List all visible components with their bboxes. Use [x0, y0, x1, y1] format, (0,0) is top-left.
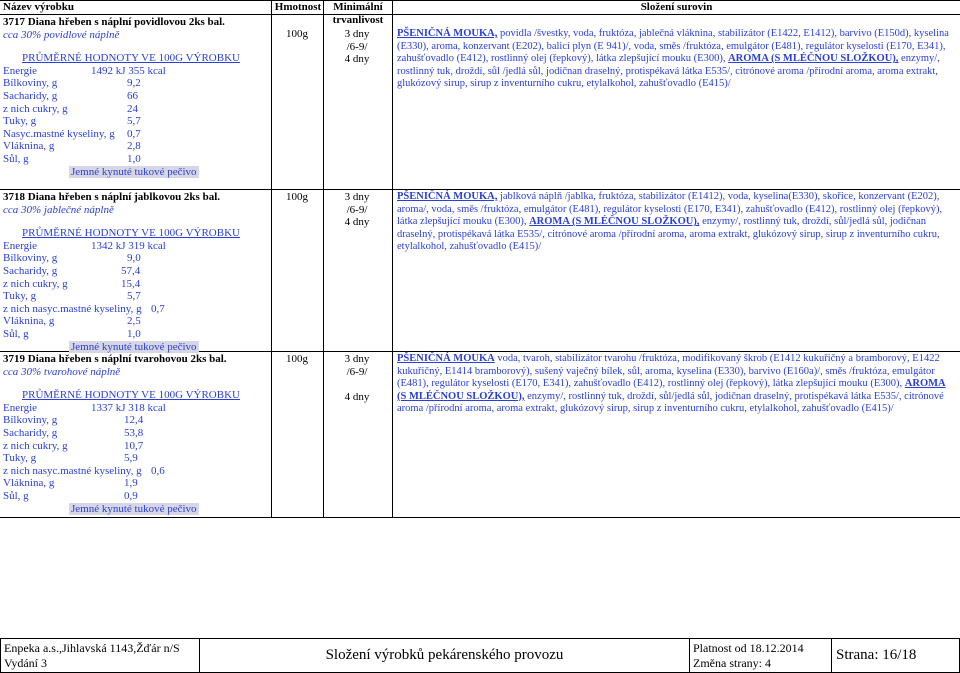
nutrition-row: Energie 1342 kJ 319 kcal — [3, 239, 166, 252]
nutrition-row: Tuky, g 5,7 — [3, 290, 141, 303]
nutrition-row: Bílkoviny, g 12,4 — [3, 414, 144, 427]
nutrition-row: Sůl, g 1,0 — [3, 152, 141, 165]
average-values-title: PRŮMĚRNÉ HODNOTY VE 100G VÝROBKU — [22, 227, 240, 240]
row-divider — [0, 189, 960, 190]
ingredients-text: PŠENIČNÁ MOUKA, povidla /švestky, voda, fruktóza, jablečná vláknina, stabilizátor (E1422, E1412), barvivo (E150d), kyselina (E330), aroma, konzervant (E202), balicí plyn (E 941)/, voda, směs /fruktóza, emulgátor (E481), regulátor kyselosti (E170, E341), zahušťovadlo (E412), rostlinný olej (řepkový), látka zlepšující mouku (E300), AROMA (S MLÉČNOU SLOŽKOU), enzymy/, rostlinný tuk, droždí, sůl /jedlá sůl, jodičnan draselný, protispékavá látka E535/, citrónové aroma /přírodní aroma, aroma extrakt, glukózový sirup, sirup z inventurního cukru, etylalkohol, zahušťovadlo (E415)/ — [397, 28, 949, 90]
product-name: 3719 Diana hřeben s náplní tvarohovou 2ks bal. — [3, 353, 227, 365]
nutrition-row: z nich nasyc.mastné kyseliny, g 0,6 — [3, 464, 165, 477]
table-bottom-border — [0, 517, 960, 518]
nutrition-row: Vláknina, g 2,8 — [3, 140, 141, 153]
footer-document-title: Složení výrobků pekárenského provozu — [325, 647, 564, 663]
product-info — [3, 191, 271, 353]
product-name: 3718 Diana hřeben s náplní jablkovou 2ks bal. — [3, 191, 221, 203]
shelf-life: 3 dny /6-9/ 4 dny — [344, 28, 370, 66]
nutrition-row: Vláknina, g 1,9 — [3, 477, 138, 490]
filling-note: cca 30% jablečné náplně — [3, 203, 114, 216]
shelf-life: 3 dny /6-9/ 4 dny — [344, 353, 370, 403]
nutrition-row: Sůl, g 1,0 — [3, 327, 141, 340]
header-weight: Hmotnost — [274, 1, 322, 13]
ingredients-text: PŠENIČNÁ MOUKA voda, tvaroh, stabilizátor tvarohu /fruktóza, modifikovaný škrob (E1412 kukuřičný a bramborový, E1422 kukuřičný, E1414 bramborový), sušený vaječný bílek, sůl, aroma, kyselina (E330), barvivo (E160a)/, směs /fruktóza, emulgátor (E481), regulátor kyselosti (E170, E341), zahušťovadlo (E412), rostlinný olej (řepkový), látka zlepšující mouku (E300), AROMA (S MLÉČNOU SLOŽKOU), enzymy/, rostlinný tuk, droždí, sůl/jedlá sůl, jodičnan draselný, protispékavá látka E535/, citrónové aroma /přírodní aroma, aroma extrakt, glukózový sirup, sirup z inventurního cukru, etylalkohol, zahušťovadlo (E415)/ — [397, 353, 946, 415]
ingredients-text: PŠENIČNÁ MOUKA, jablková náplň /jablka, fruktóza, stabilizátor (E1412), voda, kyselina(E330), skořice, konzervant (E202), aroma/, voda, směs /fruktóza, emulgátor (E481), regulátor kyselosti (E170, E341), zahušťovadlo (E412), rostlinný olej (řepkový), látka zlepšující mouku (E300), AROMA (S MLÉČNOU SLOŽKOU), enzymy/, rostlinný tuk, droždí, sůl/jedlá sůl, jodičnan draselný, protispékavá látka E535/, citrónové aroma /přírodní aroma, aroma extrakt, glukózový sirup, sirup z inventurního cukru, etylalkohol, zahušťovadlo (E415)/ — [397, 191, 943, 253]
nutrition-row: z nich cukry, g 10,7 — [3, 439, 144, 452]
product-weight: 100g — [286, 353, 308, 365]
nutrition-row: Tuky, g 5,9 — [3, 452, 138, 465]
nutrition-row: Tuky, g 5,7 — [3, 115, 141, 128]
nutrition-row: Sacharidy, g 57,4 — [3, 264, 141, 277]
footer-divider — [0, 638, 1, 673]
footer-page-number: Strana: 16/18 — [836, 647, 917, 663]
nutrition-row: Energie 1337 kJ 318 kcal — [3, 401, 166, 414]
footer-edition: Vydání 3 — [4, 656, 47, 670]
product-name: 3717 Diana hřeben s náplní povidlovou 2ks bal. — [3, 16, 225, 28]
filling-note: cca 30% tvarohové náplně — [3, 365, 121, 378]
nutrition-row: z nich cukry, g 15,4 — [3, 277, 141, 290]
footer-divider — [689, 638, 690, 673]
nutrition-row: Nasyc.mastné kyseliny, g 0,7 — [3, 127, 141, 140]
product-category-tag: Jemné kynuté tukové pečivo — [71, 165, 197, 178]
product-category-tag: Jemné kynuté tukové pečivo — [71, 502, 197, 515]
nutrition-row: Bílkoviny, g 9,0 — [3, 252, 141, 265]
footer-divider — [831, 638, 832, 673]
average-values-title: PRŮMĚRNÉ HODNOTY VE 100G VÝROBKU — [22, 389, 240, 402]
product-category-tag: Jemné kynuté tukové pečivo — [71, 340, 197, 353]
footer-company: Enpeka a.s.,Jihlavská 1143,Žďár n/S — [4, 641, 180, 655]
header-product: Název výrobku — [3, 1, 74, 13]
nutrition-row: Vláknina, g 2,5 — [3, 315, 141, 328]
header-bottom-border — [0, 14, 960, 15]
nutrition-row: Sacharidy, g 66 — [3, 89, 138, 102]
product-weight: 100g — [286, 28, 308, 40]
column-divider — [323, 0, 324, 518]
shelf-life: 3 dny /6-9/ 4 dny — [344, 191, 370, 229]
product-info — [3, 353, 271, 515]
filling-note: cca 30% povidlové náplně — [3, 28, 120, 41]
product-weight: 100g — [286, 191, 308, 203]
average-values-title: PRŮMĚRNÉ HODNOTY VE 100G VÝROBKU — [22, 52, 240, 65]
nutrition-row: Energie 1492 kJ 355 kcal — [3, 64, 166, 77]
footer-top-border — [0, 638, 960, 639]
header-shelf-life: Minimální trvanlivost — [332, 1, 384, 26]
footer-valid-from: Platnost od 18.12.2014 — [693, 641, 804, 655]
nutrition-row: z nich cukry, g 24 — [3, 102, 138, 115]
header-ingredients: Složení surovin — [640, 1, 713, 13]
nutrition-row: Bílkoviny, g 9,2 — [3, 77, 141, 90]
nutrition-row: Sacharidy, g 53,8 — [3, 426, 144, 439]
column-divider — [392, 0, 393, 518]
nutrition-row: Sůl, g 0,9 — [3, 489, 138, 502]
footer-page-change: Změna strany: 4 — [693, 656, 771, 670]
product-info — [3, 16, 271, 178]
column-divider — [271, 0, 272, 518]
nutrition-row: z nich nasyc.mastné kyseliny, g 0,7 — [3, 302, 165, 315]
